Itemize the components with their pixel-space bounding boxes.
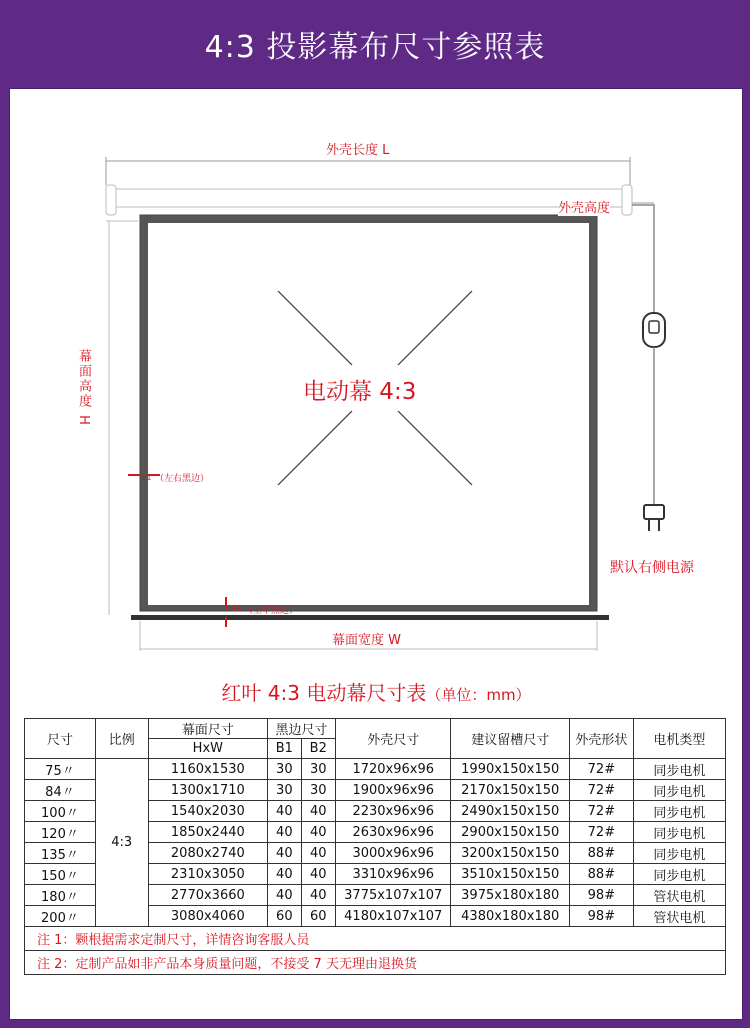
cell-shell: 3775x107x107 [335, 885, 450, 906]
cell-shape: 98# [569, 906, 633, 927]
cell-b2: 40 [301, 864, 335, 885]
cell-b2: 60 [301, 906, 335, 927]
screen-bottom-bar [131, 615, 609, 620]
header-b1: B1 [268, 739, 301, 759]
header-motor-type: 电机类型 [633, 719, 725, 759]
cell-shape: 98# [569, 885, 633, 906]
cell-b1: 40 [268, 864, 301, 885]
cell-shape: 72# [569, 822, 633, 843]
cell-size: 120〃 [25, 822, 96, 843]
screen-center-label: 电动幕 4:3 [303, 379, 417, 405]
screen-surface [148, 223, 589, 605]
cell-motor: 管状电机 [633, 885, 725, 906]
roller-right-cap [622, 185, 632, 215]
cell-screen: 1160x1530 [148, 759, 268, 780]
cell-shape: 88# [569, 843, 633, 864]
cell-slot: 3200x150x150 [451, 843, 570, 864]
header-screen-size-sub: HxW [148, 739, 268, 759]
note-row [25, 951, 726, 975]
cell-slot: 2170x150x150 [451, 780, 570, 801]
cell-size: 84〃 [25, 780, 96, 801]
note-row [25, 927, 726, 951]
cell-screen: 2310x3050 [148, 864, 268, 885]
cell-size: 75〃 [25, 759, 96, 780]
screen-height-label: 幕面高度 H [76, 349, 91, 427]
header-b2: B2 [301, 739, 335, 759]
cell-shell: 2230x96x96 [335, 801, 450, 822]
header-slot-size: 建议留槽尺寸 [451, 719, 570, 759]
cell-size: 180〃 [25, 885, 96, 906]
cell-b2: 30 [301, 780, 335, 801]
cell-b1: 30 [268, 780, 301, 801]
cell-slot: 4380x180x180 [451, 906, 570, 927]
roller-left-cap [106, 185, 116, 215]
header-shell-shape: 外壳形状 [569, 719, 633, 759]
cell-screen: 2770x3660 [148, 885, 268, 906]
side-border-label: （左右黑边） [155, 474, 210, 484]
power-label: 默认右侧电源 [610, 560, 694, 576]
header-size: 尺寸 [25, 719, 96, 759]
page-title: 4:3 投影幕布尺寸参照表 [204, 30, 546, 65]
bottom-border-code: B2 [232, 605, 242, 613]
cell-b1: 40 [268, 822, 301, 843]
table-title-text: 红叶 4:3 电动幕尺寸表 [221, 681, 427, 705]
cell-shape: 88# [569, 864, 633, 885]
cell-b2: 40 [301, 885, 335, 906]
cell-slot: 2490x150x150 [451, 801, 570, 822]
table-row [25, 759, 726, 780]
power-switch-button [649, 321, 659, 333]
screen-width-label: 幕面宽度 W [332, 633, 401, 648]
table-title [10, 677, 742, 706]
cell-size: 200〃 [25, 906, 96, 927]
note-1: 注 1：颗根据需求定制尺寸，详情咨询客服人员 [25, 927, 726, 951]
cell-screen: 1300x1710 [148, 780, 268, 801]
cell-shell: 1900x96x96 [335, 780, 450, 801]
cell-motor: 同步电机 [633, 822, 725, 843]
cell-slot: 3510x150x150 [451, 864, 570, 885]
roller-shell [108, 189, 628, 207]
cell-slot: 3975x180x180 [451, 885, 570, 906]
cell-motor: 管状电机 [633, 906, 725, 927]
cell-shell: 3000x96x96 [335, 843, 450, 864]
cell-screen: 1540x2030 [148, 801, 268, 822]
cell-shell: 1720x96x96 [335, 759, 450, 780]
cell-b2: 40 [301, 843, 335, 864]
power-cable [632, 205, 654, 315]
cell-b1: 40 [268, 843, 301, 864]
header-ratio: 比例 [95, 719, 148, 759]
cell-motor: 同步电机 [633, 801, 725, 822]
header-screen-size: 幕面尺寸 [148, 719, 268, 739]
cell-motor: 同步电机 [633, 759, 725, 780]
cell-size: 150〃 [25, 864, 96, 885]
cell-shell: 3310x96x96 [335, 864, 450, 885]
cell-slot: 2900x150x150 [451, 822, 570, 843]
bottom-border-label: （上下黑边） [244, 606, 299, 616]
cell-b2: 40 [301, 801, 335, 822]
side-border-code: B1 [142, 474, 152, 482]
power-plug-icon [644, 505, 664, 519]
content-panel [9, 88, 743, 1020]
cell-b1: 30 [268, 759, 301, 780]
cell-screen: 1850x2440 [148, 822, 268, 843]
cell-shell: 2630x96x96 [335, 822, 450, 843]
spec-table [24, 718, 726, 975]
shell-height-label: 外壳高度 [558, 197, 610, 216]
cell-b2: 40 [301, 822, 335, 843]
cell-screen: 2080x2740 [148, 843, 268, 864]
cell-b1: 40 [268, 801, 301, 822]
cell-b2: 30 [301, 759, 335, 780]
cell-shape: 72# [569, 801, 633, 822]
cell-shell: 4180x107x107 [335, 906, 450, 927]
cell-shape: 72# [569, 759, 633, 780]
cell-slot: 1990x150x150 [451, 759, 570, 780]
header-shell-size: 外壳尺寸 [335, 719, 450, 759]
cell-size: 135〃 [25, 843, 96, 864]
cell-size: 100〃 [25, 801, 96, 822]
cell-motor: 同步电机 [633, 780, 725, 801]
cell-shape: 72# [569, 780, 633, 801]
cell-ratio: 4:3 [95, 759, 148, 927]
cell-motor: 同步电机 [633, 843, 725, 864]
note-2: 注 2：定制产品如非产品本身质量问题，不接受 7 天无理由退换货 [25, 951, 726, 975]
cell-b1: 60 [268, 906, 301, 927]
cell-motor: 同步电机 [633, 864, 725, 885]
table-title-unit: （单位：mm） [426, 686, 531, 704]
header-border: 黑边尺寸 [268, 719, 336, 739]
shell-length-label: 外壳长度 L [326, 143, 390, 158]
cell-screen: 3080x4060 [148, 906, 268, 927]
cell-b1: 40 [268, 885, 301, 906]
